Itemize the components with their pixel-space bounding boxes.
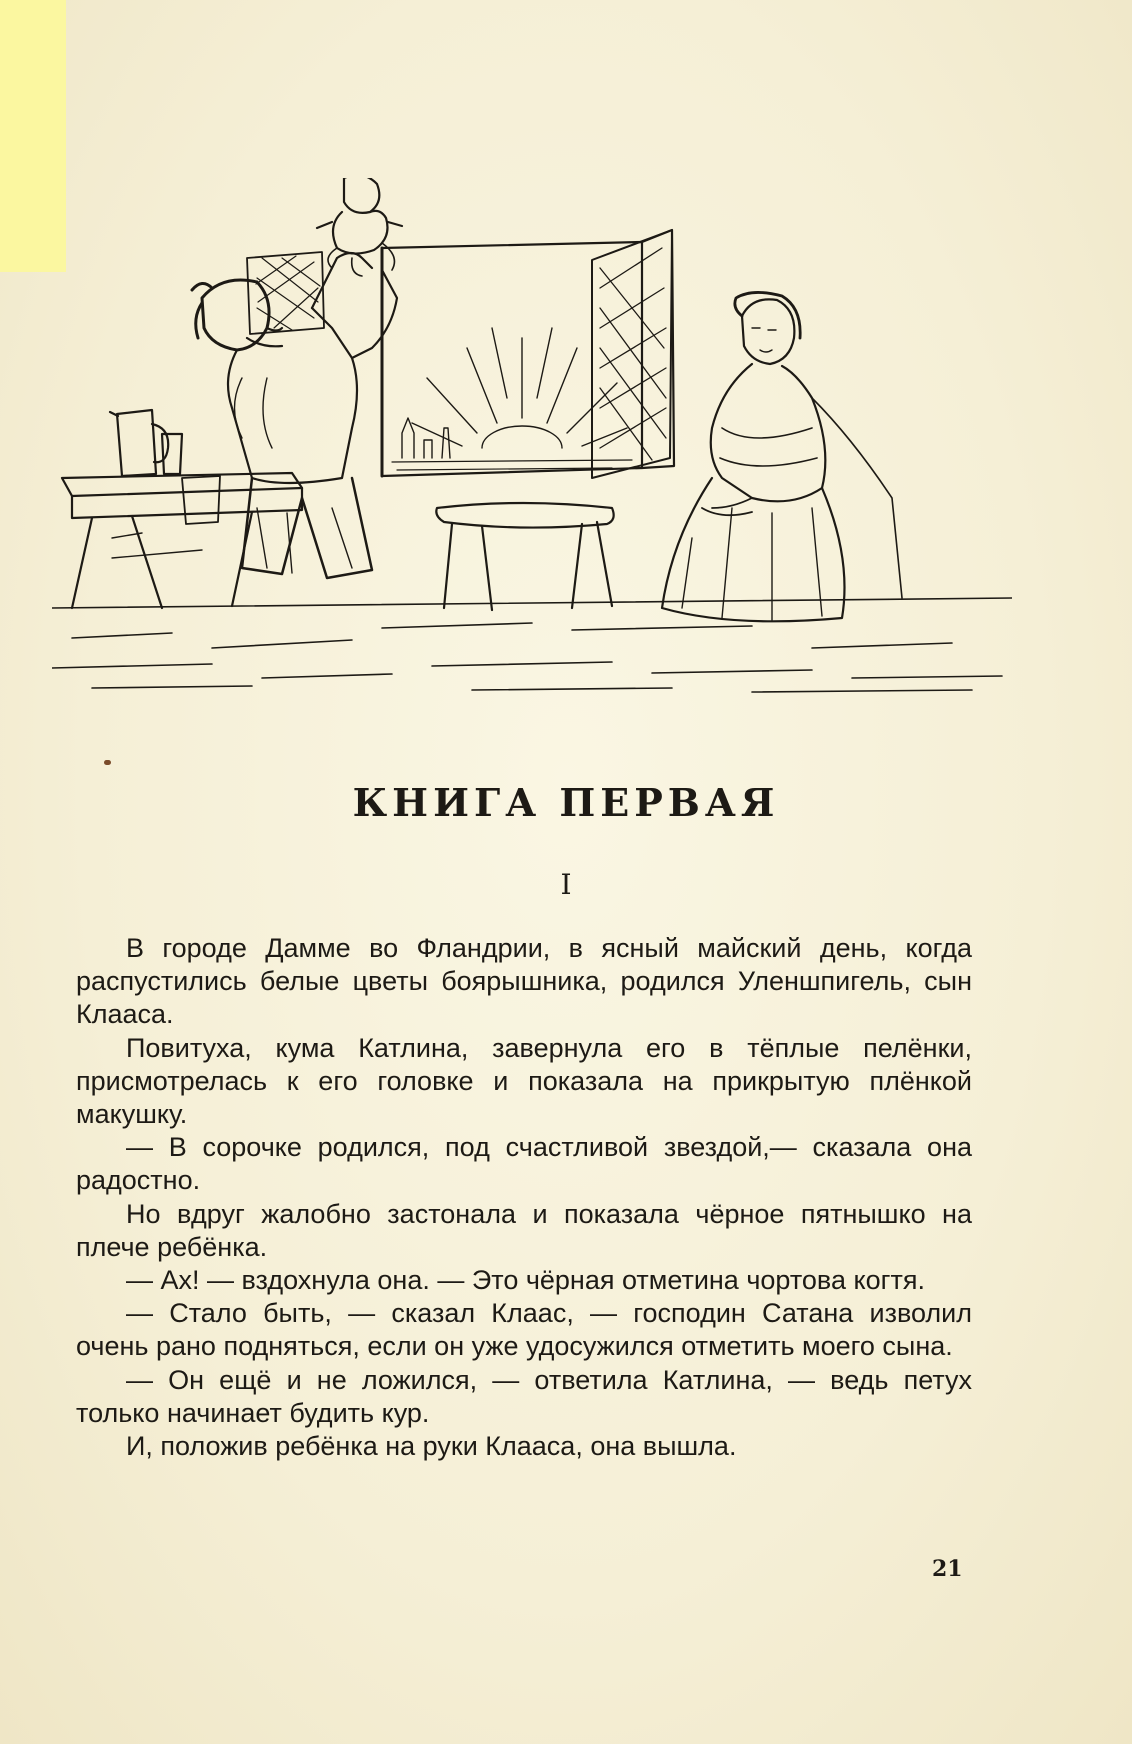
window: [247, 230, 674, 478]
book-title: КНИГА ПЕРВАЯ: [352, 780, 780, 825]
paragraph: Повитуха, кума Катлина, завернула его в тёплые пелёнки, присмотрелась к его головке и показала на прикрытую плёнкой макушку.: [76, 1032, 972, 1130]
paragraph: Но вдруг жалобно застонала и показала чёрное пятнышко на плече ребёнка.: [76, 1198, 972, 1262]
body-text: [76, 932, 972, 1463]
stool: [436, 503, 613, 610]
mother-figure: [662, 292, 902, 621]
paragraph: — Ах! — вздохнула она. — Это чёрная отметина чортова когтя.: [126, 1265, 925, 1296]
paragraph: В городе Дамме во Фландрии, в ясный майский день, когда распустились белые цветы боярышника, родился Уленшпигель, сын Клааса.: [76, 933, 972, 1030]
paragraph: — Стало быть, — сказал Клаас, — господин Сатана изволил очень рано подняться, если он уже удосужился отметить моего сына.: [76, 1298, 972, 1362]
floor-hatching: [52, 598, 1012, 692]
page-number: 21: [932, 1556, 963, 1582]
illustration-birth-scene: [52, 178, 1012, 698]
father-figure: [192, 253, 397, 578]
ink-speck: [104, 760, 111, 765]
paragraph: — Он ещё и не ложился, — ответила Катлина, — ведь петух только начинает будить кур.: [76, 1364, 972, 1428]
baby-figure: [317, 178, 402, 276]
table-left: [62, 410, 302, 608]
paragraph: — В сорочке родился, под счастливой звездой,— сказала она радостно.: [76, 1132, 972, 1196]
paragraph: И, положив ребёнка на руки Клааса, она вышла.: [126, 1431, 737, 1462]
chapter-number: I: [560, 868, 572, 901]
